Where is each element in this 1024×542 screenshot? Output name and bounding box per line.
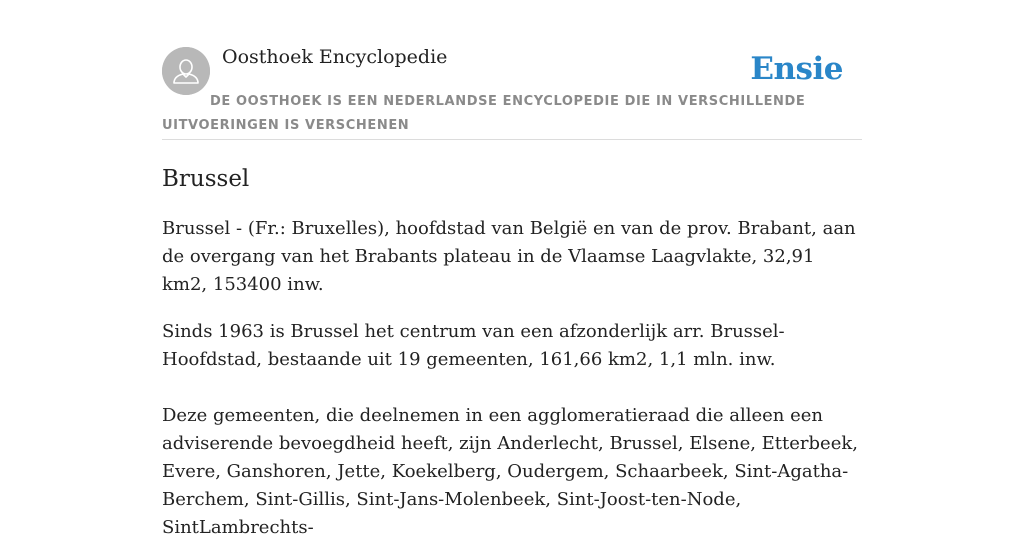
source-description: DE OOSTHOEK IS EEN NEDERLANDSE ENCYCLOPEDIE DIE IN VERSCHILLENDE UITVOERINGEN IS VERSCHENEN <box>162 94 806 133</box>
source-title[interactable]: Oosthoek Encyclopedie <box>222 46 448 68</box>
article <box>162 162 862 542</box>
user-silhouette-icon[interactable] <box>162 47 210 95</box>
article-title: Brussel <box>162 166 250 192</box>
source-header <box>162 44 862 140</box>
brand-logo[interactable]: Ensie <box>750 51 843 87</box>
article-paragraph: Deze gemeenten, die deelnemen in een agglomeratieraad die alleen een adviserende bevoegdheid heeft, zijn Anderlecht, Brussel, Elsene, Etterbeek, Evere, Ganshoren, Jette, Koekelberg, Oudergem, Schaarbeek, Sint-Agatha-Berchem, Sint-Gillis, Sint-Jans-Molenbeek, Sint-Joost-ten-Node, SintLambrechts- <box>162 405 858 538</box>
article-paragraph: Brussel - (Fr.: Bruxelles), hoofdstad van België en van de prov. Brabant, aan de overgang van het Brabants plateau in de Vlaamse Laagvlakte, 32,91 km2, 153400 inw. <box>162 218 856 295</box>
article-paragraph: Sinds 1963 is Brussel het centrum van een afzonderlijk arr. Brussel-Hoofdstad, bestaande uit 19 gemeenten, 161,66 km2, 1,1 mln. inw. <box>162 321 785 370</box>
